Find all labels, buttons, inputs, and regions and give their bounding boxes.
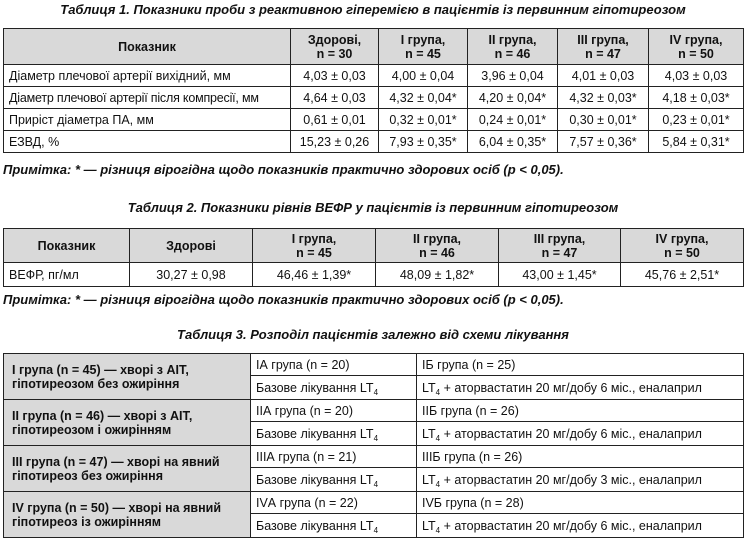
table3-group-label: I група (n = 45) — хворі з АІТ, гіпотиреозом без ожиріння bbox=[4, 354, 251, 400]
table2-note: Примітка: * — різниця вірогідна щодо показників практично здорових осіб (p < 0,05). bbox=[3, 292, 564, 307]
table3-alt-text: LT bbox=[422, 472, 436, 487]
table3-subscript: 4 bbox=[373, 525, 379, 535]
table1-cell: 4,64 ± 0,03 bbox=[291, 87, 379, 109]
table1 bbox=[3, 28, 744, 153]
table1-cell: 4,32 ± 0,03* bbox=[558, 87, 649, 109]
table3-alt-rest: + аторвастатин 20 мг/добу 6 міс., еналаприл bbox=[440, 380, 702, 395]
table1-cell: 4,03 ± 0,03 bbox=[649, 65, 744, 87]
table2-header-cell: I група, n = 45 bbox=[253, 229, 376, 263]
table-row bbox=[4, 87, 744, 109]
table1-cell: 0,30 ± 0,01* bbox=[558, 109, 649, 131]
table1-header-cell: Здорові, n = 30 bbox=[291, 29, 379, 65]
table1-header-row bbox=[4, 29, 744, 65]
table3-subscript: 4 bbox=[373, 479, 379, 489]
table2-header-cell: III група, n = 47 bbox=[499, 229, 621, 263]
table1-header-cell: II група, n = 46 bbox=[468, 29, 558, 65]
table1-cell: 0,23 ± 0,01* bbox=[649, 109, 744, 131]
table1-header-cell: I група, n = 45 bbox=[379, 29, 468, 65]
table3-group-label: IV група (n = 50) — хворі на явний гіпотиреоз із ожирінням bbox=[4, 492, 251, 538]
table2-cell: 43,00 ± 1,45* bbox=[499, 263, 621, 287]
table2-cell: 45,76 ± 2,51* bbox=[621, 263, 744, 287]
table1-header-cell: III група, n = 47 bbox=[558, 29, 649, 65]
table3-base-text: Базове лікування LT bbox=[256, 518, 374, 533]
table3-alt-rest: + аторвастатин 20 мг/добу 3 міс., еналаприл bbox=[440, 472, 702, 487]
table3-cell bbox=[251, 422, 417, 446]
table3-cell bbox=[417, 514, 744, 538]
table1-cell: 6,04 ± 0,35* bbox=[468, 131, 558, 153]
table1-cell: 4,01 ± 0,03 bbox=[558, 65, 649, 87]
table1-cell: 15,23 ± 0,26 bbox=[291, 131, 379, 153]
table1-cell: 3,96 ± 0,04 bbox=[468, 65, 558, 87]
table3-caption: Таблиця 3. Розподіл пацієнтів залежно від схеми лікування bbox=[177, 327, 569, 342]
table3-subscript: 4 bbox=[373, 387, 379, 397]
table1-header-cell: IV група, n = 50 bbox=[649, 29, 744, 65]
table1-cell: 0,32 ± 0,01* bbox=[379, 109, 468, 131]
table1-row-label: Діаметр плечової артерії після компресії, мм bbox=[4, 87, 291, 109]
table1-cell: 7,57 ± 0,36* bbox=[558, 131, 649, 153]
table3-subscript: 4 bbox=[435, 387, 441, 397]
table1-cell: 7,93 ± 0,35* bbox=[379, 131, 468, 153]
table3-cell: IIIБ група (n = 26) bbox=[417, 446, 744, 468]
table3-base-text: Базове лікування LT bbox=[256, 380, 374, 395]
table1-header-cell: Показник bbox=[4, 29, 291, 65]
table3-group-label: II група (n = 46) — хворі з АІТ, гіпотиреозом і ожирінням bbox=[4, 400, 251, 446]
table3-subscript: 4 bbox=[373, 433, 379, 443]
table2-cell: 30,27 ± 0,98 bbox=[130, 263, 253, 287]
table-row bbox=[4, 446, 744, 468]
table2-cell: 46,46 ± 1,39* bbox=[253, 263, 376, 287]
table3-subscript: 4 bbox=[435, 433, 441, 443]
table3-subscript: 4 bbox=[435, 525, 441, 535]
table1-cell: 5,84 ± 0,31* bbox=[649, 131, 744, 153]
table3-base-text: Базове лікування LT bbox=[256, 426, 374, 441]
table1-cell: 4,32 ± 0,04* bbox=[379, 87, 468, 109]
table3-cell: IVБ група (n = 28) bbox=[417, 492, 744, 514]
table1-cell: 0,61 ± 0,01 bbox=[291, 109, 379, 131]
table3-cell: IБ група (n = 25) bbox=[417, 354, 744, 376]
table2-header-row bbox=[4, 229, 744, 263]
table-row bbox=[4, 65, 744, 87]
table3 bbox=[3, 353, 744, 538]
table2 bbox=[3, 228, 744, 287]
table-row bbox=[4, 400, 744, 422]
table3-cell: IVА група (n = 22) bbox=[251, 492, 417, 514]
table2-header-cell: Показник bbox=[4, 229, 130, 263]
table1-row-label: Діаметр плечової артерії вихідний, мм bbox=[4, 65, 291, 87]
table3-cell bbox=[417, 376, 744, 400]
table3-alt-text: LT bbox=[422, 426, 436, 441]
table1-cell: 4,20 ± 0,04* bbox=[468, 87, 558, 109]
table3-cell: IIА група (n = 20) bbox=[251, 400, 417, 422]
table-row bbox=[4, 109, 744, 131]
table-row bbox=[4, 492, 744, 514]
table-row bbox=[4, 263, 744, 287]
table1-cell: 4,18 ± 0,03* bbox=[649, 87, 744, 109]
table3-alt-rest: + аторвастатин 20 мг/добу 6 міс., еналаприл bbox=[440, 426, 702, 441]
table3-group-label: III група (n = 47) — хворі на явний гіпотиреоз без ожиріння bbox=[4, 446, 251, 492]
table2-header-cell: II група, n = 46 bbox=[376, 229, 499, 263]
table3-cell: IIБ група (n = 26) bbox=[417, 400, 744, 422]
table3-cell: IА група (n = 20) bbox=[251, 354, 417, 376]
table3-base-text: Базове лікування LT bbox=[256, 472, 374, 487]
table1-caption: Таблиця 1. Показники проби з реактивною гіперемією в пацієнтів із первинним гіпотиреозом bbox=[60, 2, 686, 17]
table3-alt-rest: + аторвастатин 20 мг/добу 6 міс., еналаприл bbox=[440, 518, 702, 533]
table1-note: Примітка: * — різниця вірогідна щодо показників практично здорових осіб (p < 0,05). bbox=[3, 162, 564, 177]
table3-cell bbox=[417, 468, 744, 492]
table-row bbox=[4, 354, 744, 376]
table2-cell: 48,09 ± 1,82* bbox=[376, 263, 499, 287]
table2-caption: Таблиця 2. Показники рівнів ВЕФР у пацієнтів із первинним гіпотиреозом bbox=[127, 200, 619, 215]
table3-cell bbox=[251, 468, 417, 492]
table3-alt-text: LT bbox=[422, 518, 436, 533]
table2-row-label: ВЕФР, пг/мл bbox=[4, 263, 130, 287]
table3-subscript: 4 bbox=[435, 479, 441, 489]
table2-header-cell: IV група, n = 50 bbox=[621, 229, 744, 263]
table1-row-label: ЕЗВД, % bbox=[4, 131, 291, 153]
table1-cell: 4,00 ± 0,04 bbox=[379, 65, 468, 87]
table1-row-label: Приріст діаметра ПА, мм bbox=[4, 109, 291, 131]
table3-cell bbox=[417, 422, 744, 446]
table1-cell: 0,24 ± 0,01* bbox=[468, 109, 558, 131]
table3-cell bbox=[251, 376, 417, 400]
table-row bbox=[4, 131, 744, 153]
table3-cell bbox=[251, 514, 417, 538]
table3-cell: IIIА група (n = 21) bbox=[251, 446, 417, 468]
table3-alt-text: LT bbox=[422, 380, 436, 395]
table2-header-cell: Здорові bbox=[130, 229, 253, 263]
table1-cell: 4,03 ± 0,03 bbox=[291, 65, 379, 87]
